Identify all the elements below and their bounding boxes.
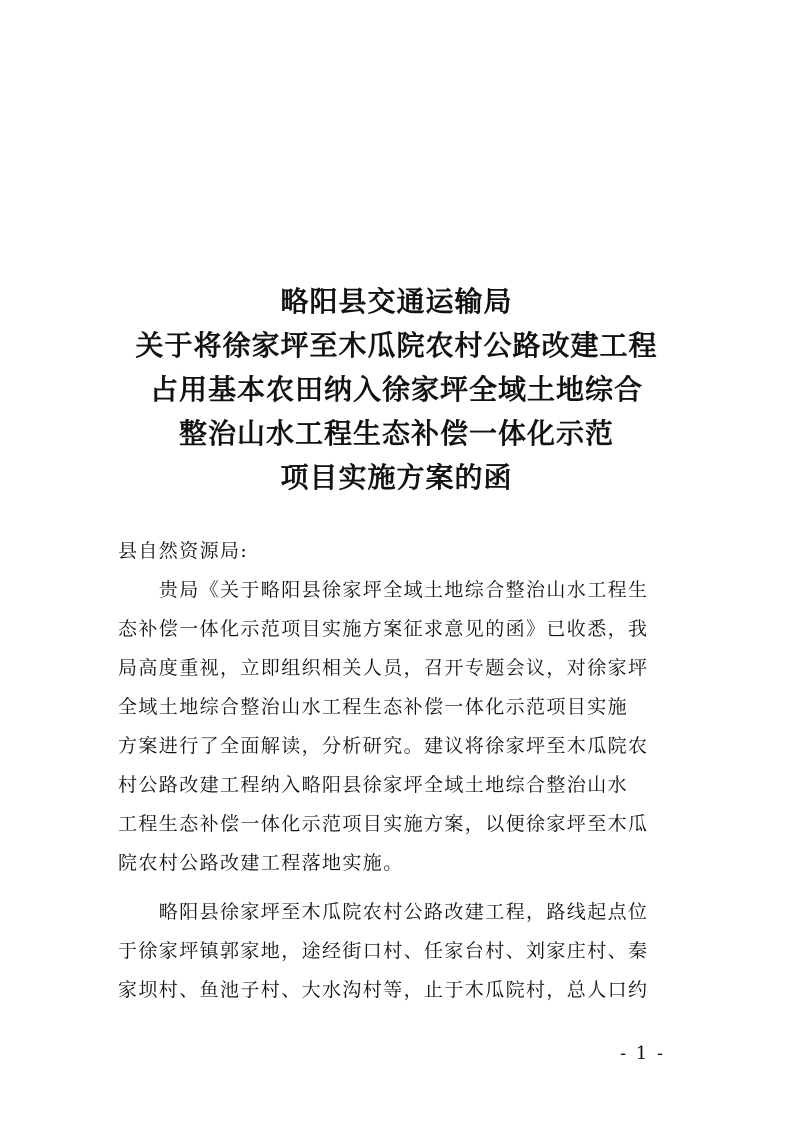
body-line: 贵局《关于略阳县徐家坪全域土地综合整治山水工程生 <box>118 579 649 601</box>
salutation: 县自然资源局: <box>118 540 249 562</box>
document-title <box>0 280 793 500</box>
title-line: 整治山水工程生态补偿一体化示范 <box>178 417 614 450</box>
body-line: 工程生态补偿一体化示范项目实施方案，以便徐家坪至木瓜 <box>118 813 649 835</box>
body-line: 院农村公路改建工程落地实施。 <box>118 852 404 874</box>
body-line: 态补偿一体化示范项目实施方案征求意见的函》已收悉，我 <box>118 618 649 640</box>
title-line: 关于将徐家坪至木瓜院农村公路改建工程 <box>135 329 658 362</box>
body-line: 全域土地综合整治山水工程生态补偿一体化示范项目实施 <box>118 696 629 718</box>
body-line: 村公路改建工程纳入略阳县徐家坪全域土地综合整治山水 <box>118 774 629 796</box>
paragraph-1 <box>118 571 678 883</box>
title-line: 略阳县交通运输局 <box>280 285 513 318</box>
body-line: 于徐家坪镇郭家地，途经街口村、任家台村、刘家庄村、秦 <box>118 940 649 962</box>
paragraph-2 <box>118 893 678 1010</box>
body-line: 方案进行了全面解读，分析研究。建议将徐家坪至木瓜院农 <box>118 735 649 757</box>
body-line: 家坝村、鱼池子村、大水沟村等，止于木瓜院村，总人口约 <box>118 979 649 1001</box>
body-line: 略阳县徐家坪至木瓜院农村公路改建工程，路线起点位 <box>118 901 649 923</box>
document-body <box>118 532 678 1010</box>
title-line: 项目实施方案的函 <box>280 461 513 494</box>
body-line: 局高度重视，立即组织相关人员，召开专题会议，对徐家坪 <box>118 657 649 679</box>
page-number: - 1 - <box>620 1043 666 1064</box>
title-line: 占用基本农田纳入徐家坪全域土地综合 <box>149 373 643 406</box>
